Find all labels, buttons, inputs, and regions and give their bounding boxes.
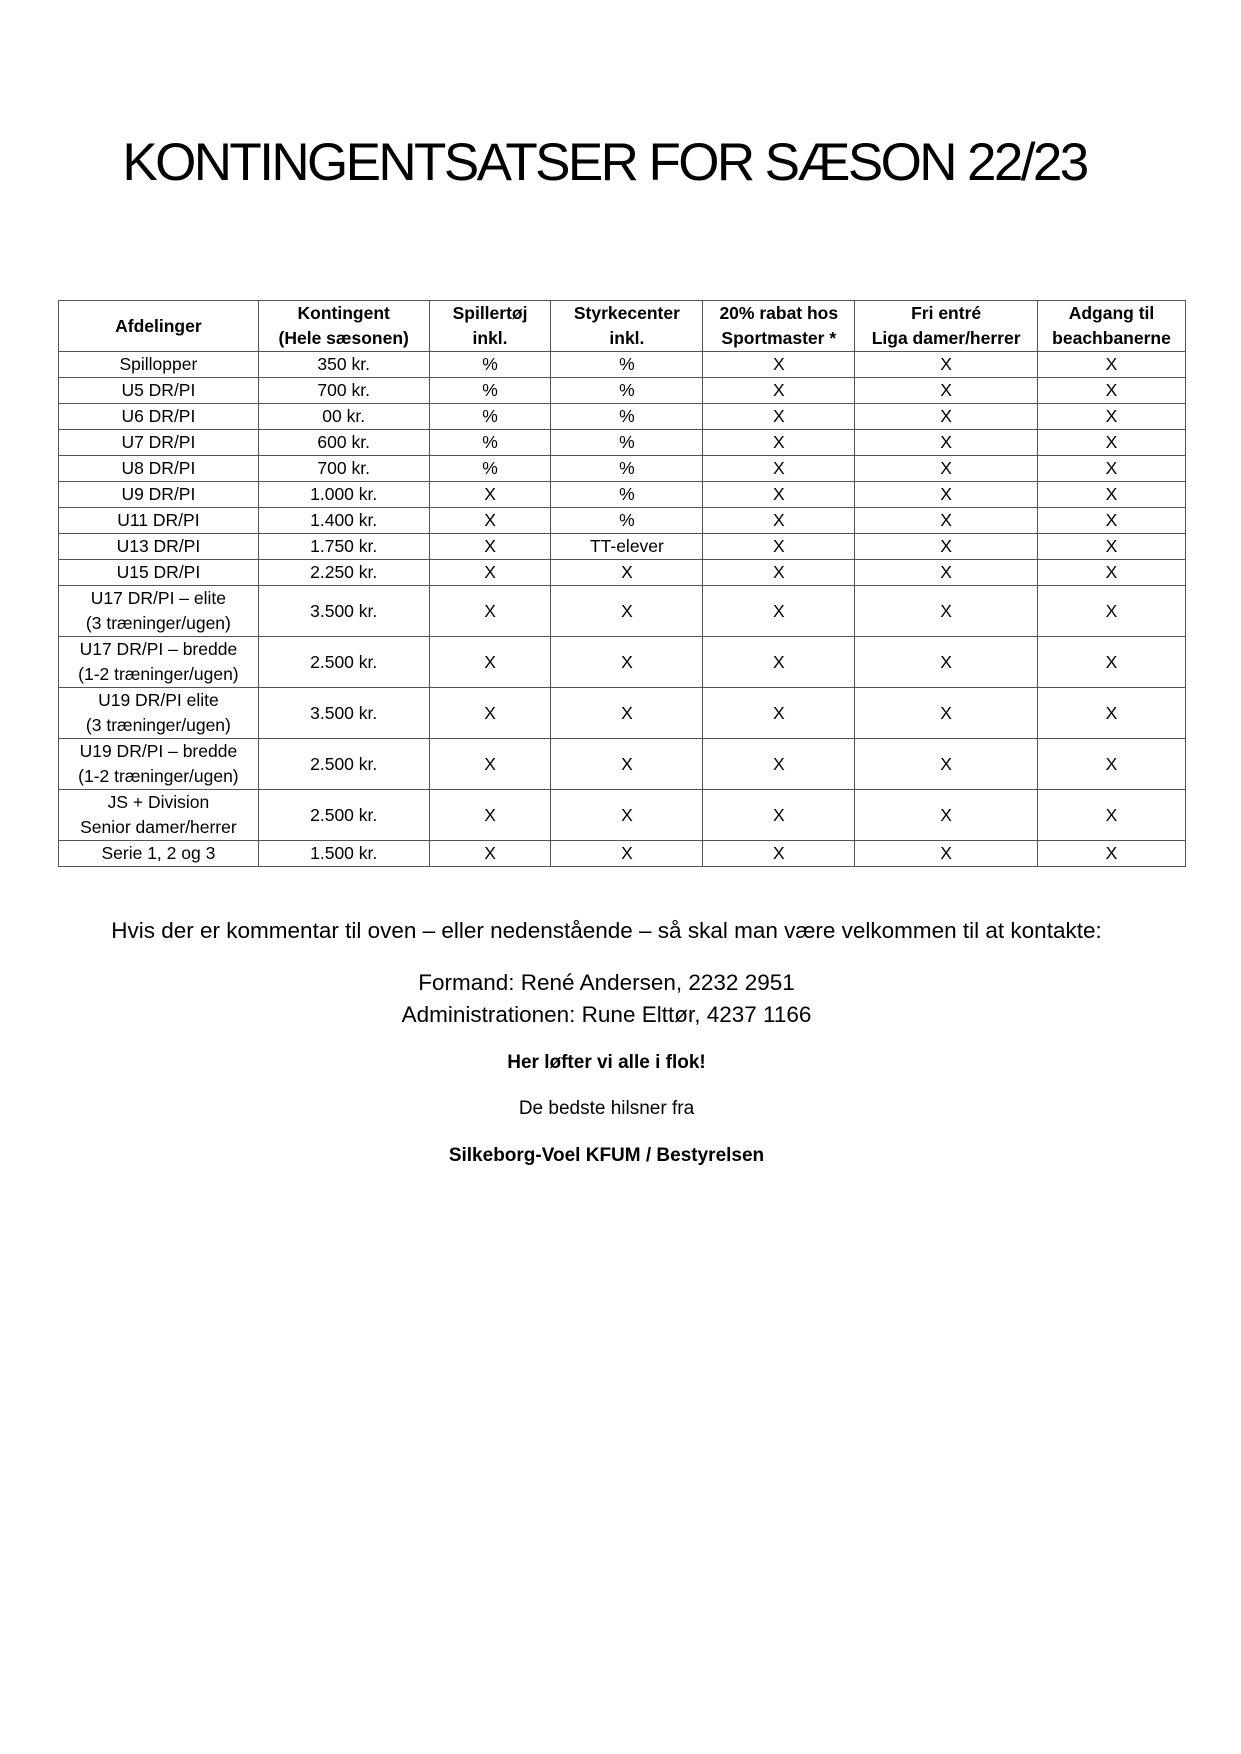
administration-contact: Administrationen: Rune Elttør, 4237 1166 [401,1002,812,1027]
cell-styrkecenter: % [551,404,703,430]
cell-kontingent: 350 kr. [258,352,429,378]
table-row [59,456,1186,482]
cell-rabat: X [703,534,855,560]
table-row [59,352,1186,378]
table-row [59,404,1186,430]
cell-afdeling: U19 DR/PI – bredde (1-2 træninger/ugen) [59,739,259,790]
cell-spillertoej: X [429,790,551,841]
cell-kontingent: 2.500 kr. [258,790,429,841]
cell-spillertoej: X [429,637,551,688]
cell-kontingent: 3.500 kr. [258,688,429,739]
cell-afdeling: U7 DR/PI [59,430,259,456]
cell-styrkecenter: X [551,739,703,790]
cell-styrkecenter: % [551,352,703,378]
cell-rabat: X [703,688,855,739]
cell-rabat: X [703,790,855,841]
cell-fri-entre: X [855,430,1038,456]
cell-fri-entre: X [855,482,1038,508]
cell-afdeling: U17 DR/PI – bredde (1-2 træninger/ugen) [59,637,259,688]
cell-afdeling: U5 DR/PI [59,378,259,404]
chairman-contact: Formand: René Andersen, 2232 2951 [418,970,795,995]
cell-fri-entre: X [855,378,1038,404]
cell-rabat: X [703,560,855,586]
signature: Silkeborg-Voel KFUM / Bestyrelsen [448,1145,765,1166]
cell-rabat: X [703,841,855,867]
fee-table [58,300,1186,867]
cell-beachbaner: X [1038,534,1186,560]
cell-fri-entre: X [855,404,1038,430]
cell-rabat: X [703,637,855,688]
cell-afdeling: U17 DR/PI – elite (3 træninger/ugen) [59,586,259,637]
cell-fri-entre: X [855,508,1038,534]
table-row [59,739,1186,790]
table-header-row [59,301,1186,352]
cell-beachbaner: X [1038,482,1186,508]
cell-beachbaner: X [1038,739,1186,790]
slogan: Her løfter vi alle i flok! [507,1052,706,1073]
cell-fri-entre: X [855,560,1038,586]
cell-rabat: X [703,430,855,456]
cell-beachbaner: X [1038,456,1186,482]
header-kontingent: Kontingent (Hele sæsonen) [258,301,429,352]
cell-rabat: X [703,508,855,534]
cell-beachbaner: X [1038,688,1186,739]
cell-styrkecenter: % [551,482,703,508]
cell-spillertoej: % [429,352,551,378]
cell-beachbaner: X [1038,637,1186,688]
table-row [59,790,1186,841]
cell-spillertoej: X [429,688,551,739]
cell-fri-entre: X [855,688,1038,739]
cell-afdeling: Serie 1, 2 og 3 [59,841,259,867]
cell-afdeling: U13 DR/PI [59,534,259,560]
table-row [59,508,1186,534]
cell-spillertoej: % [429,378,551,404]
table-row [59,482,1186,508]
cell-rabat: X [703,739,855,790]
cell-fri-entre: X [855,637,1038,688]
cell-styrkecenter: X [551,586,703,637]
table-row [59,586,1186,637]
cell-kontingent: 1.750 kr. [258,534,429,560]
cell-spillertoej: X [429,739,551,790]
cell-spillertoej: % [429,456,551,482]
cell-fri-entre: X [855,841,1038,867]
cell-kontingent: 1.400 kr. [258,508,429,534]
cell-styrkecenter: % [551,508,703,534]
cell-afdeling: Spillopper [59,352,259,378]
cell-styrkecenter: % [551,456,703,482]
cell-fri-entre: X [855,739,1038,790]
table-row [59,534,1186,560]
cell-beachbaner: X [1038,404,1186,430]
cell-afdeling: U9 DR/PI [59,482,259,508]
cell-afdeling: U15 DR/PI [59,560,259,586]
cell-fri-entre: X [855,352,1038,378]
cell-styrkecenter: X [551,790,703,841]
cell-beachbaner: X [1038,352,1186,378]
cell-spillertoej: % [429,430,551,456]
table-row [59,841,1186,867]
cell-kontingent: 700 kr. [258,378,429,404]
cell-kontingent: 1.500 kr. [258,841,429,867]
header-styrkecenter: Styrkecenter inkl. [551,301,703,352]
cell-beachbaner: X [1038,430,1186,456]
cell-beachbaner: X [1038,508,1186,534]
cell-kontingent: 2.500 kr. [258,739,429,790]
contact-comment: Hvis der er kommentar til oven – eller nedenstående – så skal man være velkommen til at kontakte: [111,918,1102,943]
cell-styrkecenter: X [551,637,703,688]
header-beachbaner: Adgang til beachbanerne [1038,301,1186,352]
cell-kontingent: 2.500 kr. [258,637,429,688]
cell-kontingent: 600 kr. [258,430,429,456]
cell-kontingent: 2.250 kr. [258,560,429,586]
cell-beachbaner: X [1038,378,1186,404]
cell-spillertoej: X [429,586,551,637]
cell-afdeling: U6 DR/PI [59,404,259,430]
cell-beachbaner: X [1038,841,1186,867]
cell-styrkecenter: X [551,841,703,867]
cell-spillertoej: X [429,534,551,560]
table-row [59,560,1186,586]
cell-kontingent: 1.000 kr. [258,482,429,508]
cell-spillertoej: X [429,841,551,867]
cell-kontingent: 700 kr. [258,456,429,482]
cell-spillertoej: X [429,508,551,534]
cell-beachbaner: X [1038,586,1186,637]
cell-beachbaner: X [1038,560,1186,586]
greeting: De bedste hilsner fra [518,1098,695,1119]
cell-afdeling: U11 DR/PI [59,508,259,534]
cell-spillertoej: % [429,404,551,430]
page-title: KONTINGENTSATSER FOR SÆSON 22/23 [122,133,1087,192]
header-spillertoej: Spillertøj inkl. [429,301,551,352]
header-fri-entre: Fri entré Liga damer/herrer [855,301,1038,352]
cell-fri-entre: X [855,586,1038,637]
cell-rabat: X [703,482,855,508]
cell-rabat: X [703,586,855,637]
table-row [59,637,1186,688]
cell-fri-entre: X [855,456,1038,482]
cell-beachbaner: X [1038,790,1186,841]
cell-afdeling: U19 DR/PI elite (3 træninger/ugen) [59,688,259,739]
cell-rabat: X [703,404,855,430]
table-row [59,688,1186,739]
cell-rabat: X [703,456,855,482]
cell-afdeling: JS + Division Senior damer/herrer [59,790,259,841]
cell-kontingent: 3.500 kr. [258,586,429,637]
cell-spillertoej: X [429,560,551,586]
cell-styrkecenter: X [551,560,703,586]
cell-spillertoej: X [429,482,551,508]
header-rabat: 20% rabat hos Sportmaster * [703,301,855,352]
table-row [59,378,1186,404]
header-afdelinger: Afdelinger [59,301,259,352]
cell-styrkecenter: % [551,378,703,404]
cell-afdeling: U8 DR/PI [59,456,259,482]
cell-rabat: X [703,352,855,378]
table-row [59,430,1186,456]
cell-styrkecenter: TT-elever [551,534,703,560]
cell-styrkecenter: X [551,688,703,739]
cell-kontingent: 00 kr. [258,404,429,430]
cell-fri-entre: X [855,790,1038,841]
cell-fri-entre: X [855,534,1038,560]
cell-rabat: X [703,378,855,404]
cell-styrkecenter: % [551,430,703,456]
